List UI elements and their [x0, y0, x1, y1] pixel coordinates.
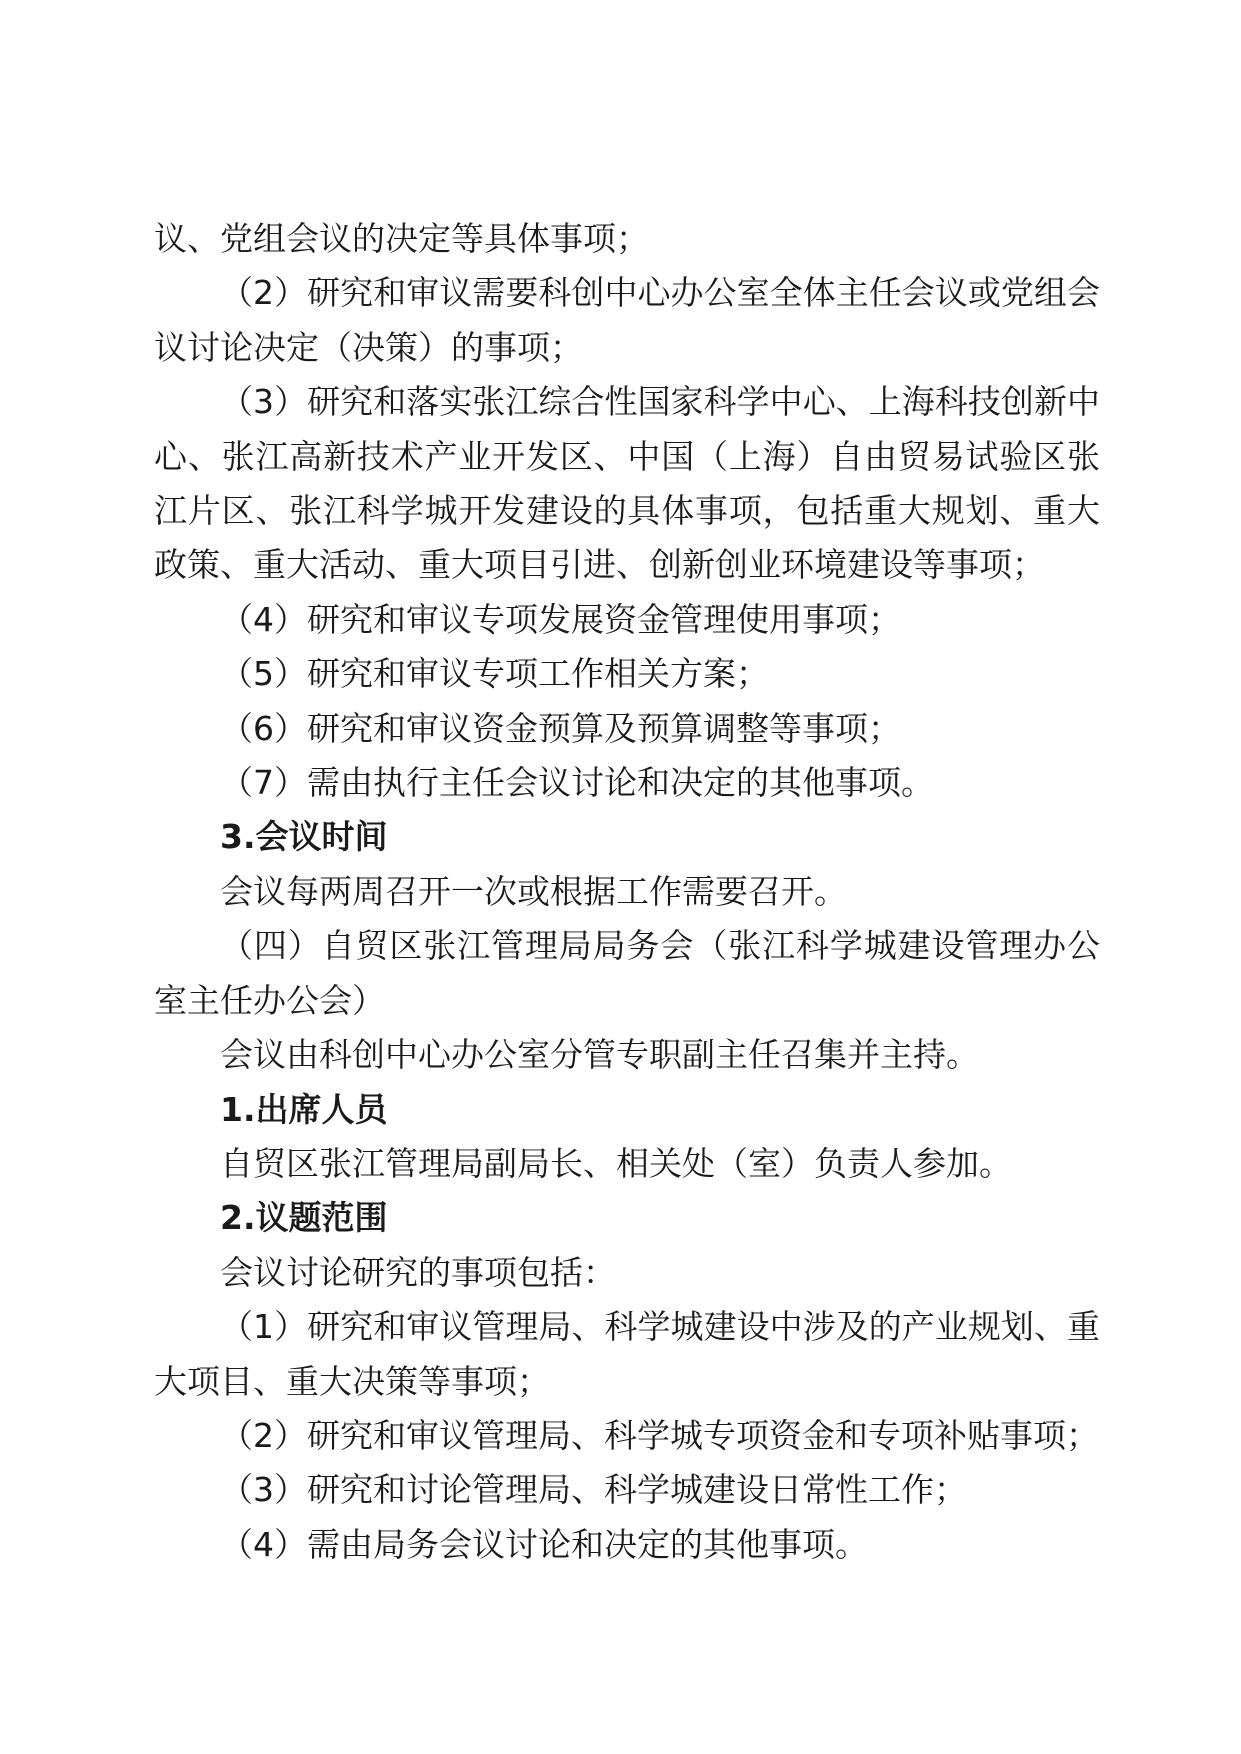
paragraph-agenda-item-4: （4）需由局务会议讨论和决定的其他事项。 [220, 1524, 868, 1564]
paragraph-item-2: （2）研究和审议需要科创中心办公室全体主任会议或党组会议讨论决定（决策）的事项； [154, 273, 1100, 367]
paragraph-agenda-intro: 会议讨论研究的事项包括： [220, 1252, 616, 1292]
paragraph-attendees: 自贸区张江管理局副局长、相关处（室）负责人参加。 [220, 1143, 1012, 1183]
paragraph-agenda-item-2: （2）研究和审议管理局、科学城专项资金和专项补贴事项； [220, 1415, 1099, 1455]
section-title-bureau-meeting: （四）自贸区张江管理局局务会（张江科学城建设管理办公室主任办公会） [154, 926, 1100, 1020]
document-body [154, 212, 1100, 1572]
paragraph-item-4: （4）研究和审议专项发展资金管理使用事项； [220, 599, 901, 639]
paragraph-item-3: （3）研究和落实张江综合性国家科学中心、上海科技创新中心、张江高新技术产业开发区、中国（上海）自由贸易试验区张江片区、张江科学城开发建设的具体事项，包括重大规划、重大政策、重大活动、重大项目引进、创新创业环境建设等事项； [154, 382, 1100, 585]
paragraph-item-7: （7）需由执行主任会议讨论和决定的其他事项。 [220, 763, 934, 803]
paragraph-meeting-frequency: 会议每两周召开一次或根据工作需要召开。 [220, 871, 847, 911]
paragraph-item-5: （5）研究和审议专项工作相关方案； [220, 654, 769, 694]
paragraph-agenda-item-3: （3）研究和讨论管理局、科学城建设日常性工作； [220, 1470, 967, 1510]
paragraph-item-6: （6）研究和审议资金预算及预算调整等事项； [220, 708, 901, 748]
paragraph-agenda-item-1: （1）研究和审议管理局、科学城建设中涉及的产业规划、重大项目、重大决策等事项； [154, 1307, 1100, 1401]
heading-agenda-scope: 2.议题范围 [220, 1198, 388, 1238]
paragraph-continuation: 议、党组会议的决定等具体事项； [154, 219, 649, 258]
heading-meeting-time: 3.会议时间 [220, 817, 388, 857]
heading-attendees: 1.出席人员 [220, 1089, 388, 1129]
paragraph-meeting-host: 会议由科创中心办公室分管专职副主任召集并主持。 [220, 1035, 979, 1075]
